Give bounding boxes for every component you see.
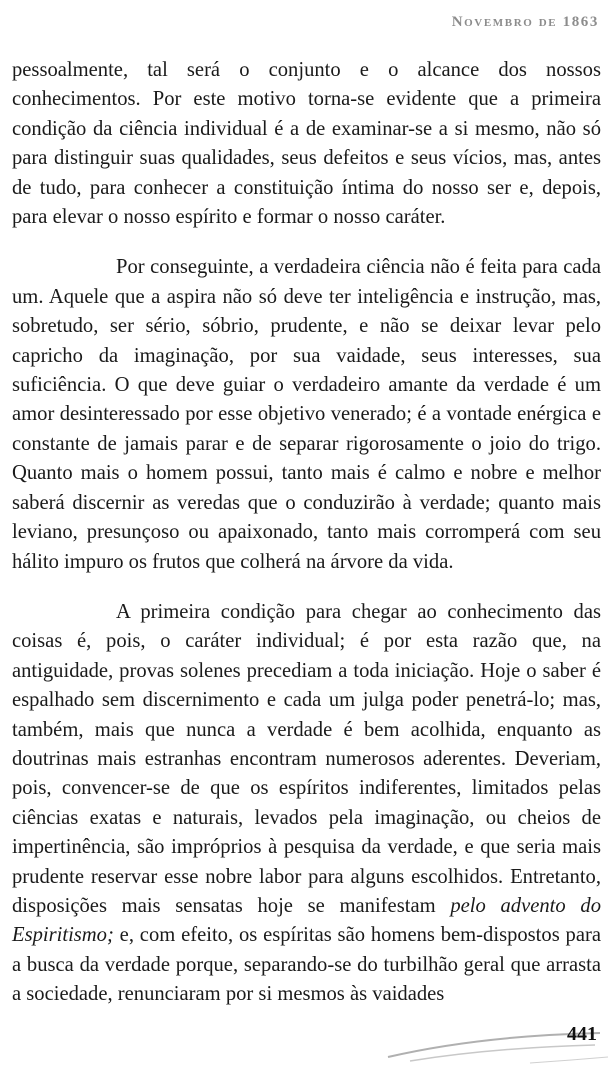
paragraph-1: pessoalmente, tal será o conjunto e o alcance dos nossos conhecimentos. Por este motivo torna-se evidente que a primeira condição da ciência individual é a de examinar-se a si mesmo, não só para distinguir suas qualidades, seus defeitos e seus vícios, mas, antes de tudo, para conhecer a constituição íntima do nosso ser e, depois, para elevar o nosso espírito e formar o nosso caráter. [12, 59, 601, 229]
paragraph-3-text: A primeira condição para chegar ao conhecimento das coisas é, pois, o caráter individual; é por esta razão que, na antiguidade, provas solenes precediam a toda iniciação. Hoje o saber é espalhado sem discernimento e cada um julga poder penetrá-lo; mas, também, mais que nunca a verdade é bem acolhida, enquanto as doutrinas mais estranhas encontram numerosos aderentes. Deveriam, pois, convencer-se de que os espíritos indiferentes, limitados pelas ciências exatas e naturais, levados pela imaginação, ou cheios de impertinência, são impróprios à pesquisa da verdade, e que seria mais prudente reservar esse nobre labor para alguns escolhidos. Entretanto, disposições mais sensatas hoje se manifestam [12, 600, 601, 917]
page-body [12, 56, 601, 1010]
paragraph-3-continuation: e, com efeito, os espíritas são homens bem-dispostos para a busca da verdade porque, separando-se do turbilhão geral que arrasta a sociedade, renunciaram por si mesmos às vaidades [12, 924, 601, 1006]
paragraph-2 [12, 253, 601, 576]
italic-emphasis: pelo advento do Espiritismo; [12, 894, 602, 947]
page-number: 441 [567, 1023, 597, 1045]
page-footer [0, 1017, 611, 1067]
running-header: Novembro de 1863 [451, 14, 599, 30]
paragraph-2-text: Por conseguinte, a verdadeira ciência não é feita para cada um. Aquele que a aspira não só deve ter inteligência e instrução, mas, sobretudo, ser sério, sóbrio, prudente, e não se deixar levar pelo capricho da imaginação, por sua vaidade, seus interesses, sua suficiência. O que deve guiar o verdadeiro amante da verdade é um amor desinteressado por esse objetivo venerado; é a vontade enérgica e constante de jamais parar e de separar rigorosamente o joio do trigo. Quanto mais o homem possui, tanto mais é calmo e nobre e melhor saberá discernir as veredas que o conduzirão à verdade; quanto mais leviano, presunçoso ou apaixonado, tanto mais corromperá com seu hálito impuro os frutos que colherá na árvore da vida. [12, 256, 601, 573]
paragraph-3 [12, 598, 601, 1010]
